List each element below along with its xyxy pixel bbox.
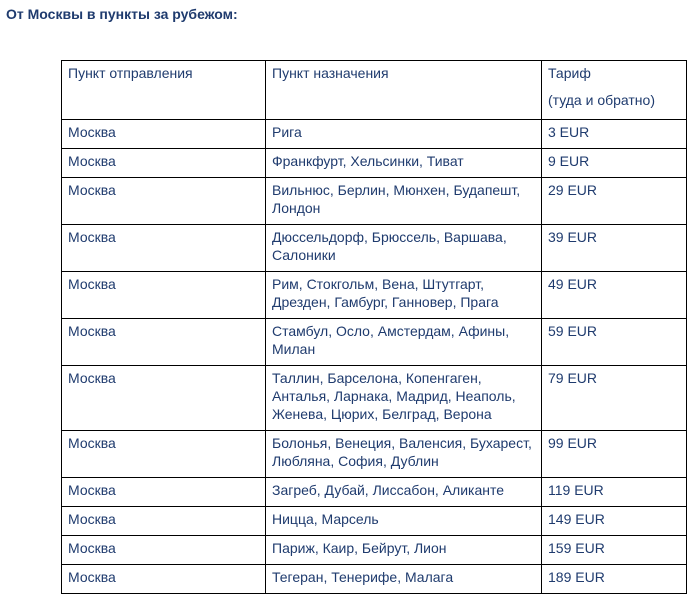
table-header-row (62, 61, 687, 120)
cell-destination: Дюссельдорф, Брюссель, Варшава, Салоники (266, 225, 542, 272)
table-row (62, 120, 687, 149)
header-fare (542, 61, 687, 120)
cell-fare: 119 EUR (542, 478, 687, 507)
cell-destination: Таллин, Барселона, Копенгаген, Анталья, Ларнака, Мадрид, Неаполь, Женева, Цюрих, Белград, Верона (266, 366, 542, 431)
cell-destination: Ницца, Марсель (266, 507, 542, 536)
table-row (62, 366, 687, 431)
fares-table-body (62, 61, 687, 594)
table-row (62, 536, 687, 565)
cell-origin: Москва (62, 431, 266, 478)
cell-origin: Москва (62, 149, 266, 178)
table-row (62, 178, 687, 225)
header-destination: Пункт назначения (266, 61, 542, 120)
table-row (62, 149, 687, 178)
cell-fare: 79 EUR (542, 366, 687, 431)
cell-fare: 39 EUR (542, 225, 687, 272)
cell-destination: Стамбул, Осло, Амстердам, Афины, Милан (266, 319, 542, 366)
cell-fare: 99 EUR (542, 431, 687, 478)
cell-fare: 149 EUR (542, 507, 687, 536)
cell-origin: Москва (62, 120, 266, 149)
cell-origin: Москва (62, 225, 266, 272)
cell-fare: 9 EUR (542, 149, 687, 178)
cell-fare: 159 EUR (542, 536, 687, 565)
cell-origin: Москва (62, 272, 266, 319)
cell-destination: Тегеран, Тенерифе, Малага (266, 565, 542, 594)
cell-origin: Москва (62, 178, 266, 225)
table-row (62, 565, 687, 594)
cell-destination: Париж, Каир, Бейрут, Лион (266, 536, 542, 565)
table-row (62, 225, 687, 272)
cell-origin: Москва (62, 507, 266, 536)
cell-fare: 49 EUR (542, 272, 687, 319)
page-heading: От Москвы в пункты за рубежом: (6, 6, 238, 22)
cell-origin: Москва (62, 319, 266, 366)
table-row (62, 431, 687, 478)
table-row (62, 478, 687, 507)
cell-destination: Рим, Стокгольм, Вена, Штутгарт, Дрезден, Гамбург, Ганновер, Прага (266, 272, 542, 319)
cell-fare: 3 EUR (542, 120, 687, 149)
table-row (62, 507, 687, 536)
cell-origin: Москва (62, 565, 266, 594)
cell-destination: Вильнюс, Берлин, Мюнхен, Будапешт, Лондон (266, 178, 542, 225)
cell-fare: 189 EUR (542, 565, 687, 594)
cell-origin: Москва (62, 478, 266, 507)
header-fare-label: Тариф (548, 65, 591, 81)
header-origin: Пункт отправления (62, 61, 266, 120)
cell-fare: 29 EUR (542, 178, 687, 225)
table-row (62, 319, 687, 366)
cell-destination: Франкфурт, Хельсинки, Тиват (266, 149, 542, 178)
table-row (62, 272, 687, 319)
cell-destination: Загреб, Дубай, Лиссабон, Аликанте (266, 478, 542, 507)
cell-origin: Москва (62, 536, 266, 565)
header-fare-note: (туда и обратно) (548, 92, 655, 108)
cell-origin: Москва (62, 366, 266, 431)
cell-destination: Болонья, Венеция, Валенсия, Бухарест, Любляна, София, Дублин (266, 431, 542, 478)
cell-destination: Рига (266, 120, 542, 149)
fares-table (61, 60, 687, 594)
cell-fare: 59 EUR (542, 319, 687, 366)
